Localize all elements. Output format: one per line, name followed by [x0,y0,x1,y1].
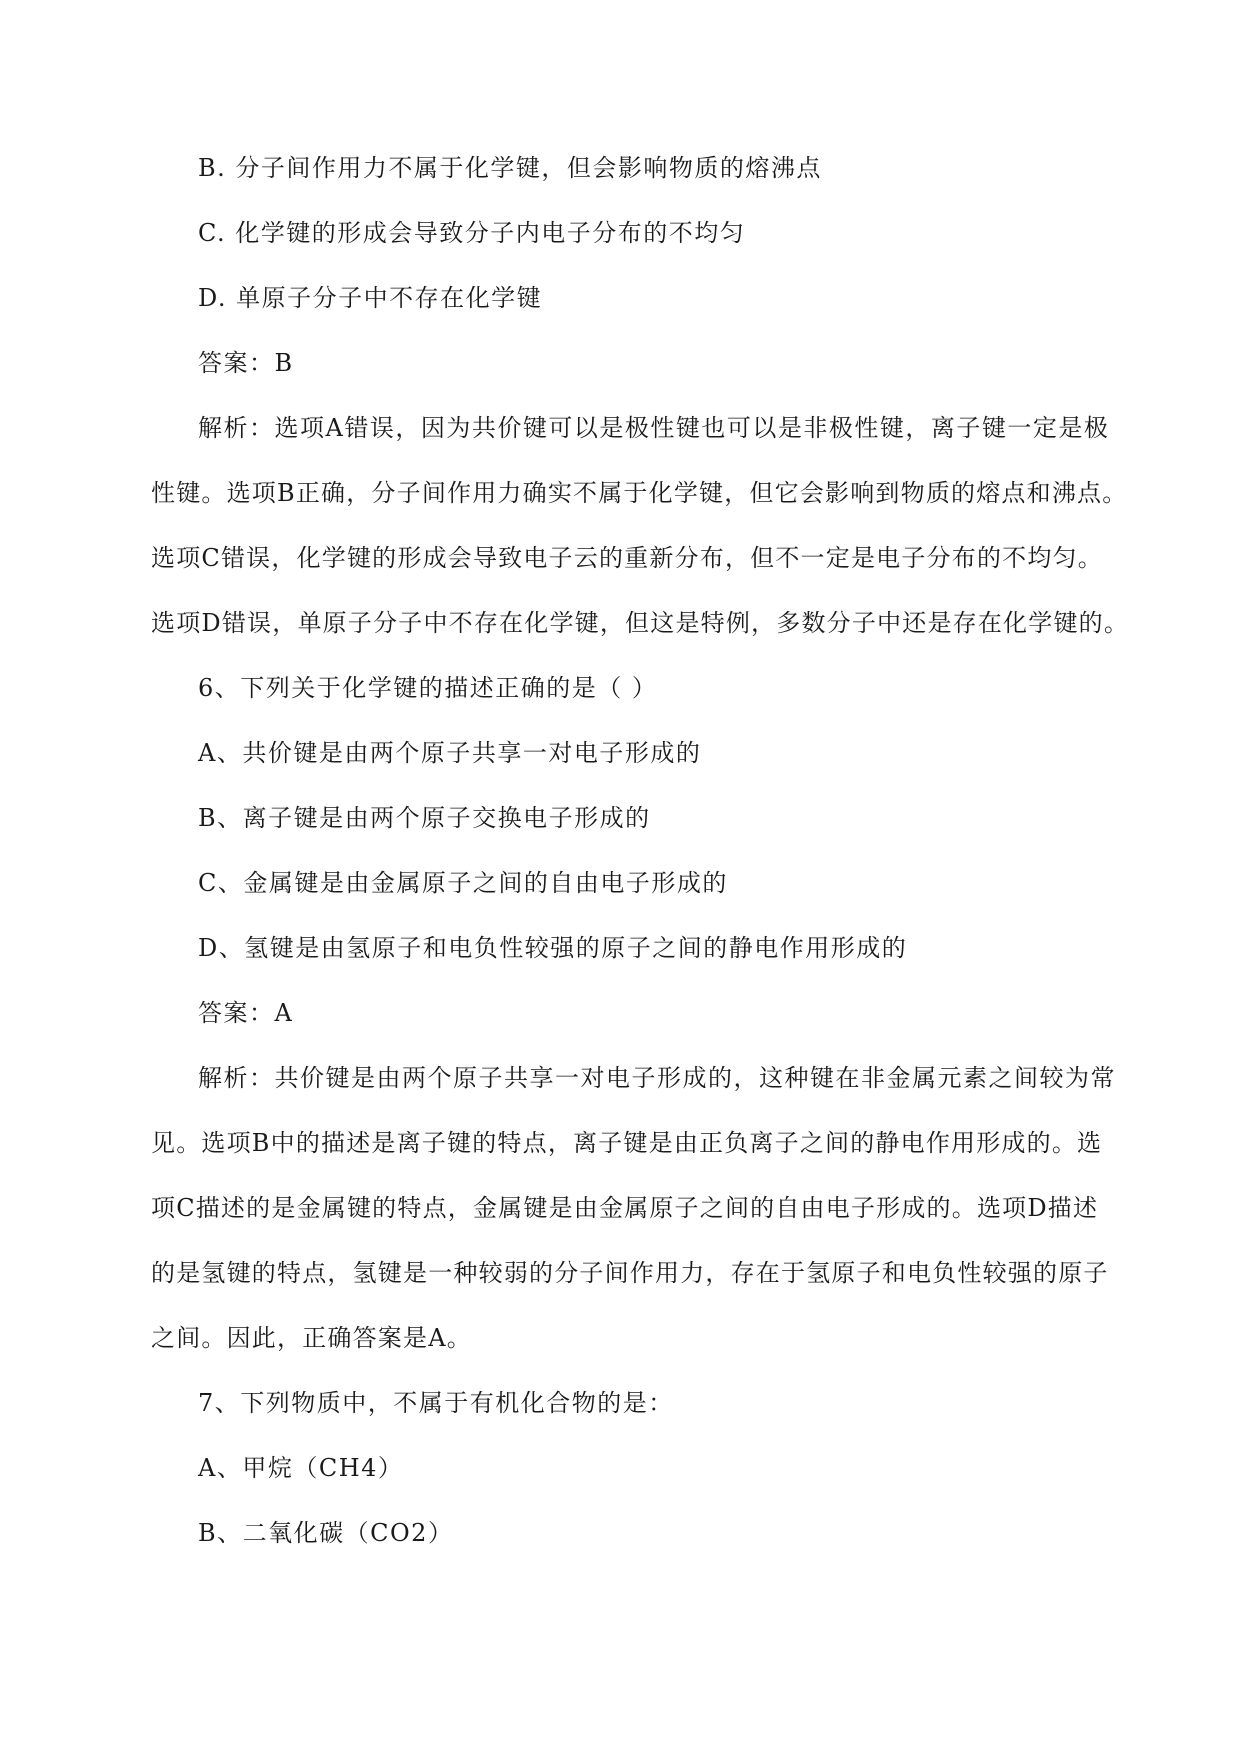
q6-explanation-line-5: 之间。因此，正确答案是A。 [151,1324,472,1352]
q6-stem: 6、下列关于化学键的描述正确的是（ ） [198,674,658,702]
q5-option-c: C. 化学键的形成会导致分子内电子分布的不均匀 [198,219,746,247]
q5-option-b: B. 分子间作用力不属于化学键，但会影响物质的熔沸点 [198,154,822,182]
q6-explanation-line-2: 见。选项B中的描述是离子键的特点，离子键是由正负离子之间的静电作用形成的。选 [151,1129,1103,1157]
q6-option-d: D、氢键是由氢原子和电负性较强的原子之间的静电作用形成的 [198,934,908,962]
q5-answer: 答案：B [198,349,294,377]
q7-option-a: A、甲烷（CH4） [198,1454,404,1482]
q6-explanation-line-4: 的是氢键的特点，氢键是一种较弱的分子间作用力，存在于氢原子和电负性较强的原子 [151,1259,1109,1287]
q7-option-b: B、二氧化碳（CO2） [198,1519,454,1547]
q5-explanation-line-4: 选项D错误，单原子分子中不存在化学键，但这是特例，多数分子中还是存在化学键的。 [151,609,1130,637]
q5-explanation-line-2: 性键。选项B正确，分子间作用力确实不属于化学键，但它会影响到物质的熔点和沸点。 [151,479,1128,507]
q7-stem: 7、下列物质中，不属于有机化合物的是： [198,1389,674,1417]
q6-explanation-line-1: 解析：共价键是由两个原子共享一对电子形成的，这种键在非金属元素之间较为常 [198,1064,1116,1092]
q6-option-a: A、共价键是由两个原子共享一对电子形成的 [198,739,702,767]
q5-explanation-line-3: 选项C错误，化学键的形成会导致电子云的重新分布，但不一定是电子分布的不均匀。 [151,544,1103,572]
q6-explanation-line-3: 项C描述的是金属键的特点，金属键是由金属原子之间的自由电子形成的。选项D描述 [151,1194,1099,1222]
q5-option-d: D. 单原子分子中不存在化学键 [198,284,543,312]
q6-option-c: C、金属键是由金属原子之间的自由电子形成的 [198,869,728,897]
q6-option-b: B、离子键是由两个原子交换电子形成的 [198,804,651,832]
q6-answer: 答案：A [198,999,294,1027]
q5-explanation-line-1: 解析：选项A错误，因为共价键可以是极性键也可以是非极性键，离子键一定是极 [198,414,1110,442]
